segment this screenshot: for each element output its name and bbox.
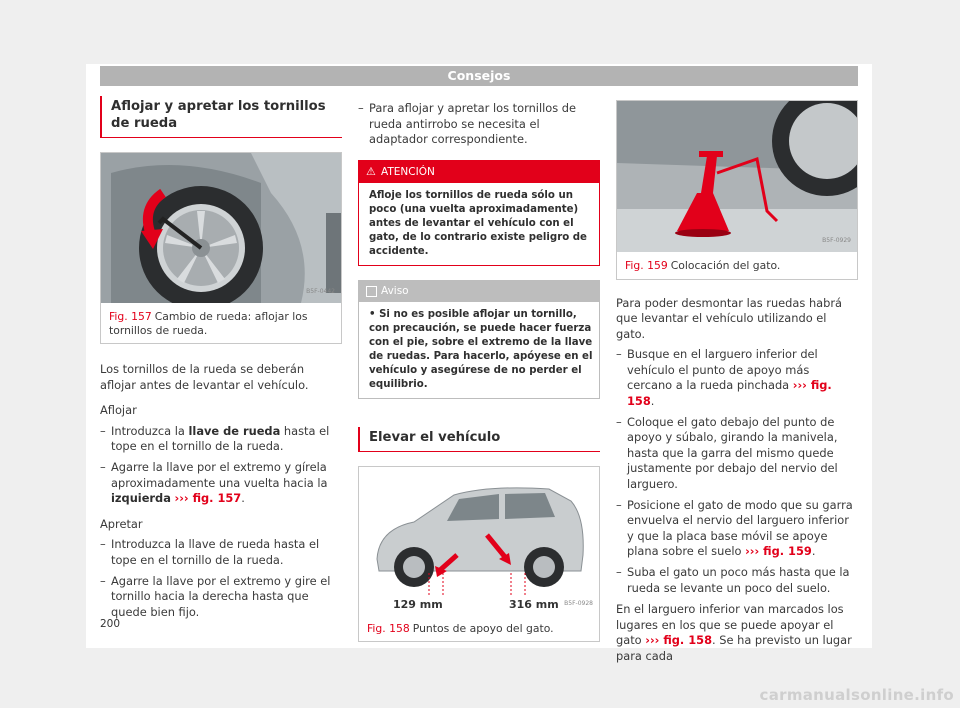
jack-step-3: – Posicione el gato de modo que su garra envuelva el nervio del larguero inferior y que la placa base móvil se apoye plana sobre el suelo ››› fig. 159. <box>616 498 858 560</box>
tighten-step-1: – Introduzca la llave de rueda hasta el tope en el tornillo de la rueda. <box>100 537 342 568</box>
intro-paragraph: Para poder desmontar las ruedas habrá que levantar el vehículo utilizando el gato. <box>616 295 843 341</box>
page-number: 200 <box>100 618 121 630</box>
warning-triangle-icon: ⚠ <box>366 164 376 178</box>
loosen-step-2: – Agarre la llave por el extremo y gírela aproximadamente una vuelta hacia la izquierda ››› fig. 157. <box>100 460 342 507</box>
wheel-illustration-svg <box>101 153 341 303</box>
figure-158 <box>358 466 600 643</box>
dimension-rear: 316 mm <box>509 597 559 611</box>
loosen-step-1: – Introduzca la llave de rueda hasta el tope en el tornillo de la rueda. <box>100 424 342 455</box>
column-1 <box>100 96 342 620</box>
wheel-wrench-illustration <box>101 153 341 303</box>
outro-paragraph: En el larguero inferior van marcados los lugares en los que se puede apoyar el gato ››› fig. 158. Se ha previsto un lugar para cada <box>616 602 852 663</box>
figure-code: B5F-0442 <box>306 288 335 296</box>
car-svg <box>359 467 599 615</box>
watermark: carmanualsonline.info <box>759 686 954 704</box>
car-jack-points-illustration <box>359 467 599 615</box>
chapter-header: Consejos <box>100 66 858 86</box>
figure-number: Fig. 159 <box>625 259 668 272</box>
note-text: • Si no es posible aflojar un tornillo, con precaución, se puede hacer fuerza con el pie, sobre el extremo de la llave de ruedas. Para hacerlo, apóyese en el vehículo y asegúrese de no perder el equilibrio. <box>369 308 593 390</box>
figure-caption-text: Colocación del gato. <box>670 259 781 272</box>
fig-157-link[interactable]: ››› fig. 157 <box>174 491 242 506</box>
column-3 <box>616 100 858 665</box>
figure-code: B5F-0928 <box>564 600 593 608</box>
figure-caption <box>101 303 341 343</box>
note-header: Aviso <box>359 281 599 302</box>
adapter-note: – Para aflojar y apretar los tornillos de rueda antirrobo se necesita el adaptador correspondiente. <box>358 101 600 148</box>
note-box <box>358 280 600 399</box>
jack-step-2: – Coloque el gato debajo del punto de apoyo y súbalo, girando la manivela, hasta que la garra del mismo quede justamente por debajo del nervio del larguero. <box>616 415 858 493</box>
figure-number: Fig. 158 <box>367 621 410 635</box>
figure-157 <box>100 152 342 344</box>
jack-placement-illustration <box>617 101 857 252</box>
figure-code: B5F-0929 <box>822 237 851 245</box>
intro-paragraph: Los tornillos de la rueda se deberán aflojar antes de levantar el vehículo. <box>100 362 309 392</box>
column-2 <box>358 101 600 642</box>
figure-caption <box>359 615 599 642</box>
figure-number: Fig. 157 <box>109 310 152 323</box>
tighten-step-2: – Agarre la llave por el extremo y gire el tornillo hacia la derecha hasta que quede bien fijo. <box>100 574 342 621</box>
warning-text: Afloje los tornillos de rueda sólo un poco (una vuelta aproximadamente) antes de levantar el vehículo con el gato, de lo contrario existe peligro de accidente. <box>369 189 587 257</box>
jack-svg <box>617 101 857 252</box>
fig-158-link-2[interactable]: ››› fig. 158 <box>645 633 712 648</box>
warning-box <box>358 160 600 266</box>
fig-158-link[interactable]: ››› fig. 158 <box>627 378 832 409</box>
loosen-label: Aflojar <box>100 403 137 418</box>
fig-159-link[interactable]: ››› fig. 159 <box>745 544 812 559</box>
dimension-front: 129 mm <box>393 597 443 611</box>
section-title-elevar: Elevar el vehículo <box>358 427 600 452</box>
tighten-label: Apretar <box>100 516 143 531</box>
jack-step-1: – Busque en el larguero inferior del vehículo el punto de apoyo más cercano a la rueda pinchada ››› fig. 158. <box>616 347 858 409</box>
section-title-tornillos: Aflojar y apretar los tornillos de rueda <box>100 96 342 138</box>
note-icon <box>366 286 377 297</box>
figure-caption <box>617 252 857 279</box>
figure-159 <box>616 100 858 280</box>
figure-caption-text: Puntos de apoyo del gato. <box>412 621 554 635</box>
warning-header: ⚠ ATENCIÓN <box>359 161 599 183</box>
jack-step-4: – Suba el gato un poco más hasta que la rueda se levante un poco del suelo. <box>616 565 858 596</box>
figure-caption-text: Cambio de rueda: aflojar los tornillos de rueda. <box>109 310 308 337</box>
